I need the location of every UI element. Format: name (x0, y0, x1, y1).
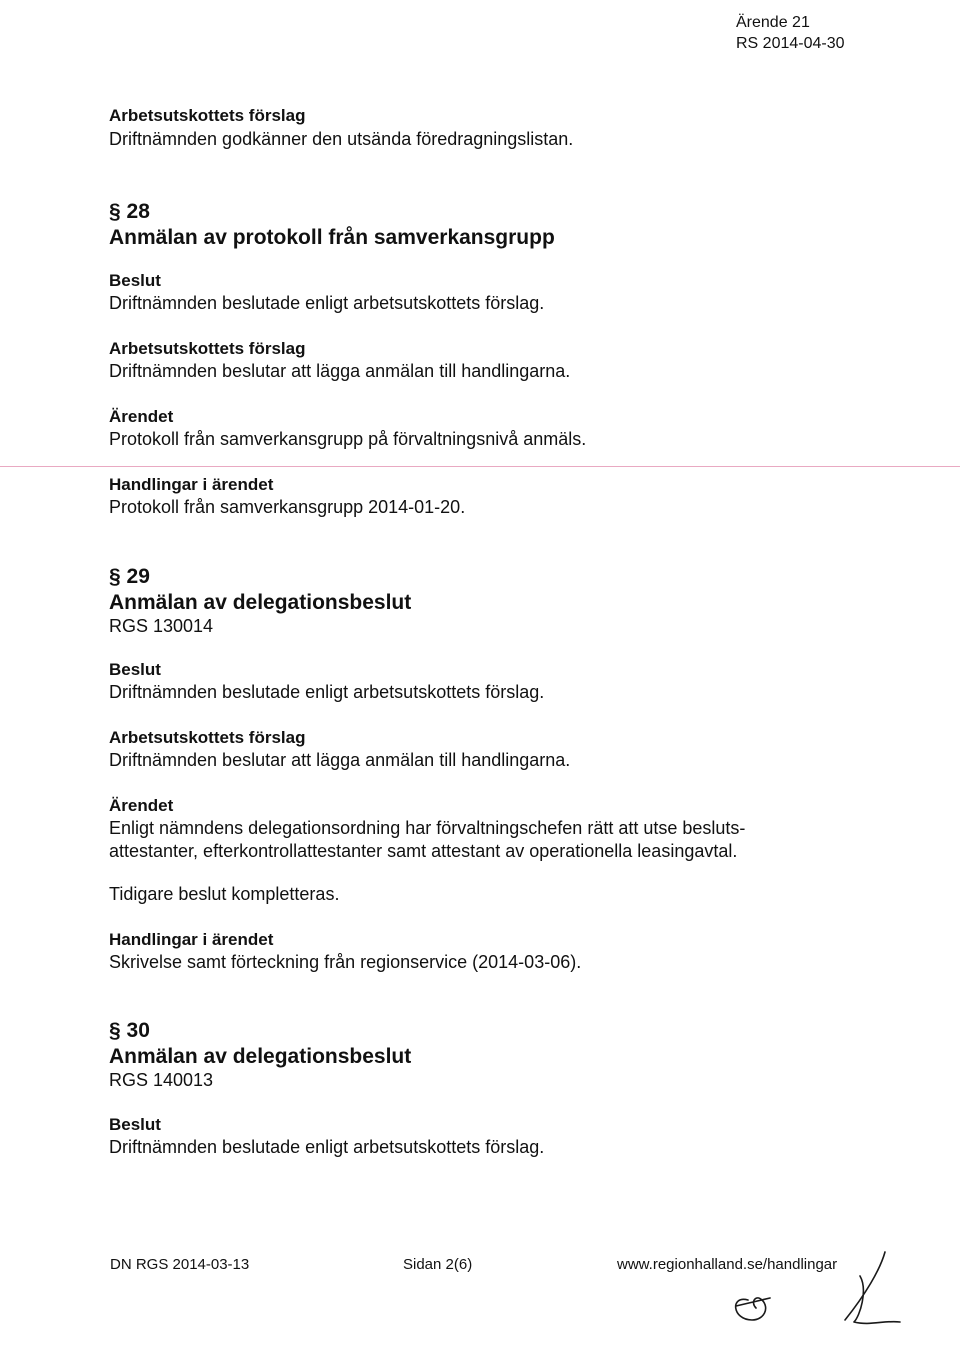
section-28-arendet-text: Protokoll från samverkansgrupp på förvaltningsnivå anmäls. (109, 429, 587, 449)
footer-page-number: Sidan 2(6) (403, 1256, 473, 1273)
section-29-handlingar-heading: Handlingar i ärendet (109, 930, 274, 949)
section-28-forslag-heading: Arbetsutskottets förslag (109, 339, 306, 358)
initial-stroke-3 (845, 1252, 885, 1320)
reference-date: RS 2014-04-30 (736, 35, 845, 52)
section-28-number: § 28 (109, 200, 150, 223)
section-30-ref: RGS 140013 (109, 1070, 214, 1090)
section-29-title: Anmälan av delegationsbeslut (109, 591, 412, 614)
section-29-arendet-heading: Ärendet (109, 796, 174, 815)
footer-date: DN RGS 2014-03-13 (110, 1256, 250, 1273)
section-28-title: Anmälan av protokoll från samverkansgrupp (109, 226, 555, 249)
horizontal-rule (0, 466, 960, 467)
section-28-forslag-text: Driftnämnden beslutar att lägga anmälan till handlingarna. (109, 361, 571, 381)
section-29-beslut-text: Driftnämnden beslutade enligt arbetsutskottets förslag. (109, 682, 545, 702)
section-29-arendet-line-2: attestanter, efterkontrollattestanter samt attestant av operationella leasingavtal. (109, 841, 738, 861)
initial-stroke-1 (736, 1298, 766, 1320)
section-29-arendet-line-1: Enligt nämndens delegationsordning har förvaltningschefen rätt att utse besluts- (109, 818, 746, 838)
section-28-beslut-heading: Beslut (109, 271, 161, 290)
handwritten-initials (720, 1240, 920, 1340)
intro-heading: Arbetsutskottets förslag (109, 106, 306, 125)
section-30-beslut-text: Driftnämnden beslutade enligt arbetsutskottets förslag. (109, 1137, 545, 1157)
section-30-beslut-heading: Beslut (109, 1115, 161, 1134)
section-29-arendet-line-3: Tidigare beslut kompletteras. (109, 884, 340, 904)
section-28-handlingar-text: Protokoll från samverkansgrupp 2014-01-20. (109, 497, 466, 517)
section-29-ref: RGS 130014 (109, 616, 214, 636)
section-28-arendet-heading: Ärendet (109, 407, 174, 426)
section-28-handlingar-heading: Handlingar i ärendet (109, 475, 274, 494)
intro-text: Driftnämnden godkänner den utsända föredragningslistan. (109, 129, 574, 149)
section-29-number: § 29 (109, 565, 150, 588)
section-29-handlingar-text: Skrivelse samt förteckning från regionservice (2014-03-06). (109, 952, 582, 972)
section-29-forslag-text: Driftnämnden beslutar att lägga anmälan till handlingarna. (109, 750, 571, 770)
footer-link[interactable]: www.regionhalland.se/handlingar (617, 1256, 838, 1273)
section-30-number: § 30 (109, 1019, 150, 1042)
section-29-beslut-heading: Beslut (109, 660, 161, 679)
page-header (736, 12, 845, 54)
section-30-title: Anmälan av delegationsbeslut (109, 1045, 412, 1068)
case-number: Ärende 21 (736, 14, 810, 31)
section-29-forslag-heading: Arbetsutskottets förslag (109, 728, 306, 747)
section-28-beslut-text: Driftnämnden beslutade enligt arbetsutskottets förslag. (109, 293, 545, 313)
